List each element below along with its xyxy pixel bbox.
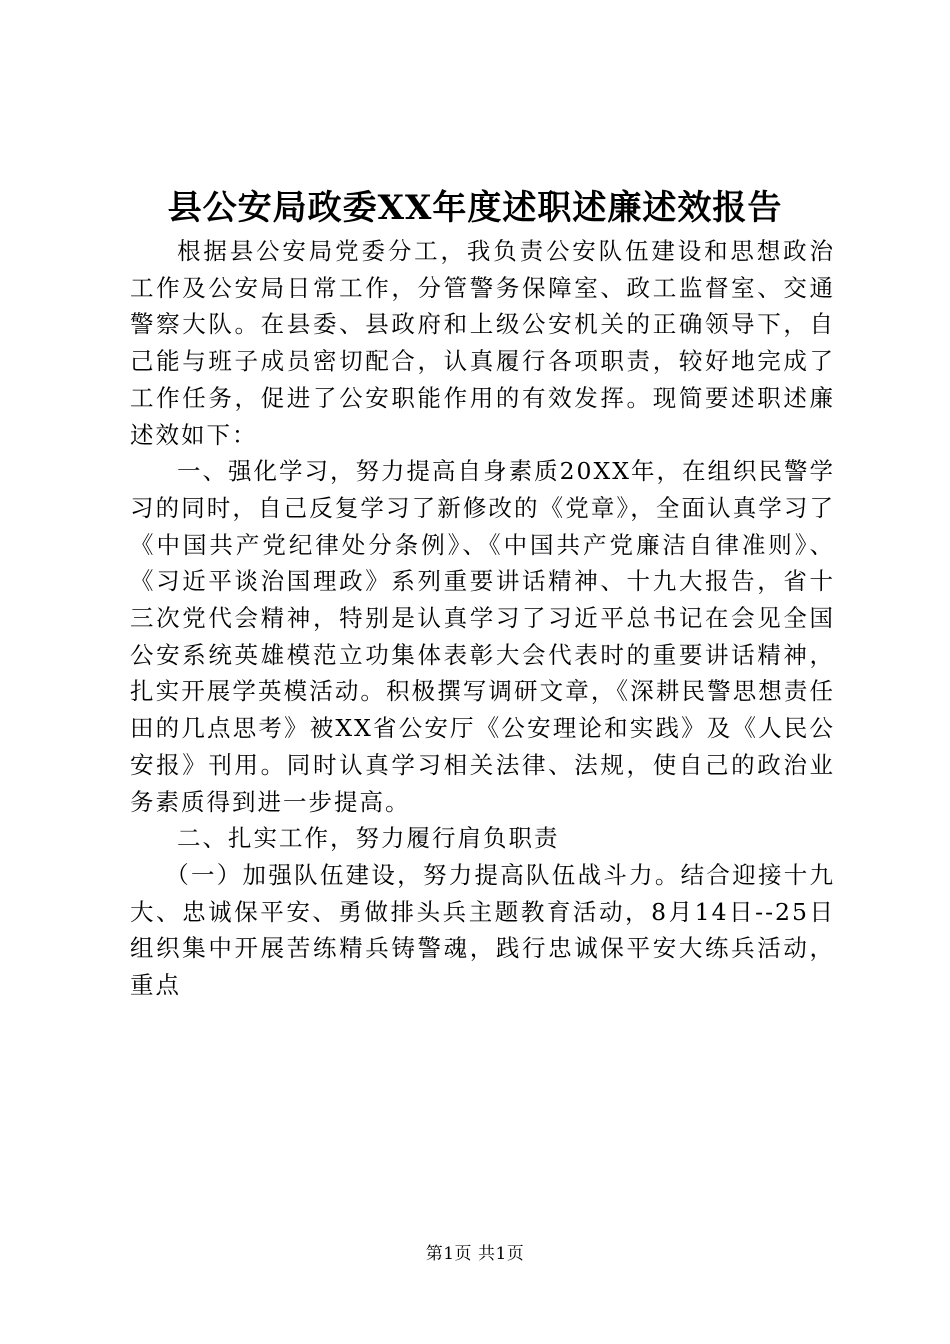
paragraph-subsection-1: （一）加强队伍建设，努力提高队伍战斗力。结合迎接十九大、忠诚保平安、勇做排头兵主题教育活动，8月14日--25日组织集中开展苦练精兵铸警魂，践行忠诚保平安大练兵活动，重点 bbox=[130, 860, 835, 1000]
page-footer: 第1页 共1页 bbox=[425, 1244, 525, 1264]
document-body bbox=[130, 233, 835, 1004]
paragraph-section-2-heading: 二、扎实工作，努力履行肩负职责 bbox=[177, 824, 560, 853]
paragraph-section-1: 一、强化学习，努力提高自身素质20XX年，在组织民警学习的同时，自己反复学习了新修改的《党章》，全面认真学习了《中国共产党纪律处分条例》、《中国共产党廉洁自律准则》、《习近平谈治国理政》系列重要讲话精神、十九大报告，省十三次党代会精神，特别是认真学习了习近平总书记在会见全国公安系统英雄模范立功集体表彰大会代表时的重要讲话精神，扎实开展学英模活动。积极撰写调研文章，《深耕民警思想责任田的几点思考》被XX省公安厅《公安理论和实践》及《人民公安报》刊用。同时认真学习相关法律、法规，使自己的政治业务素质得到进一步提高。 bbox=[130, 457, 835, 816]
document-title: 县公安局政委XX年度述职述廉述效报告 bbox=[167, 188, 783, 228]
paragraph-intro: 根据县公安局党委分工，我负责公安队伍建设和思想政治工作及公安局日常工作，分管警务保障室、政工监督室、交通警察大队。在县委、县政府和上级公安机关的正确领导下，自己能与班子成员密切配合，认真履行各项职责，较好地完成了工作任务，促进了公安职能作用的有效发挥。现简要述职述廉述效如下： bbox=[130, 237, 835, 449]
